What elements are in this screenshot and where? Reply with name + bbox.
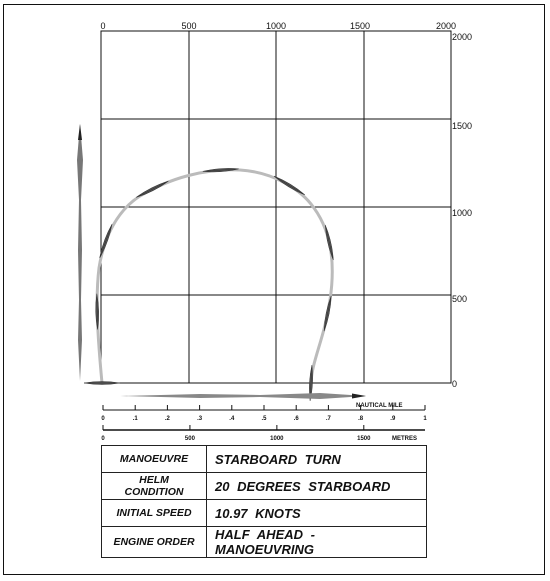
ship-silhouette bbox=[136, 180, 169, 199]
ship-silhouette bbox=[273, 175, 305, 196]
nautical-mile-scale bbox=[101, 403, 427, 422]
ship-silhouette bbox=[323, 296, 333, 332]
turning-track bbox=[84, 167, 335, 401]
nautical-tick-label: .1 bbox=[132, 416, 138, 422]
metres-unit: METRES bbox=[392, 436, 418, 442]
nautical-tick-label: .5 bbox=[261, 416, 267, 422]
manoeuvre-value: STARBOARD TURN bbox=[207, 446, 427, 473]
grid bbox=[101, 31, 451, 383]
right-axis-tick: 0 bbox=[452, 379, 458, 389]
ship-bow bbox=[352, 394, 366, 399]
nautical-mile-unit: NAUTICAL MILE bbox=[356, 403, 403, 409]
info-row-engine bbox=[102, 527, 427, 558]
top-axis bbox=[100, 21, 456, 31]
info-row-manoeuvre bbox=[102, 446, 427, 473]
info-row-speed bbox=[102, 500, 427, 527]
top-axis-tick: 500 bbox=[181, 21, 197, 31]
nautical-tick-label: .6 bbox=[293, 416, 299, 422]
metres-ticks bbox=[101, 425, 371, 442]
metres-scale bbox=[101, 425, 425, 442]
ship-bow bbox=[78, 124, 82, 140]
nautical-tick-label: .8 bbox=[358, 416, 364, 422]
right-axis-tick: 500 bbox=[452, 294, 468, 304]
speed-value: 10.97 KNOTS bbox=[207, 500, 427, 527]
helm-label: HELM CONDITION bbox=[102, 473, 207, 500]
ship-silhouette bbox=[324, 225, 335, 261]
right-axis-tick: 2000 bbox=[452, 32, 473, 42]
vertical-ship-silhouette bbox=[77, 124, 83, 381]
engine-value: HALF AHEAD - MANOEUVRING bbox=[207, 527, 427, 558]
nautical-tick-label: 0 bbox=[101, 416, 105, 422]
manoeuvre-label: MANOEUVRE bbox=[102, 446, 207, 473]
nautical-tick-label: .3 bbox=[197, 416, 203, 422]
engine-label: ENGINE ORDER bbox=[102, 527, 207, 558]
metres-tick-label: 1500 bbox=[357, 436, 371, 442]
vertical-ship-column bbox=[77, 124, 83, 381]
track-path bbox=[97, 170, 332, 383]
metres-tick-label: 0 bbox=[101, 436, 105, 442]
speed-label: INITIAL SPEED bbox=[102, 500, 207, 527]
helm-value: 20 DEGREES STARBOARD bbox=[207, 473, 427, 500]
nautical-tick-label: .2 bbox=[164, 416, 170, 422]
top-axis-tick: 1000 bbox=[265, 21, 287, 31]
info-row-helm bbox=[102, 473, 427, 500]
right-axis bbox=[452, 32, 472, 389]
manoeuvre-info-table bbox=[101, 445, 427, 558]
nautical-tick-label: .4 bbox=[229, 416, 235, 422]
metres-tick-label: 1000 bbox=[270, 436, 284, 442]
ship-silhouette bbox=[84, 382, 120, 385]
nautical-tick-label: 1 bbox=[423, 416, 427, 422]
nautical-tick-label: .9 bbox=[390, 416, 396, 422]
nautical-tick-label: .7 bbox=[325, 416, 331, 422]
right-axis-tick: 1000 bbox=[452, 208, 473, 218]
horizontal-ship-row bbox=[120, 393, 366, 399]
top-axis-tick: 2000 bbox=[435, 21, 457, 31]
right-axis-tick: 1500 bbox=[452, 121, 473, 131]
top-axis-tick: 0 bbox=[100, 21, 106, 31]
top-axis-tick: 1500 bbox=[349, 21, 371, 31]
horizontal-ship-silhouette bbox=[120, 393, 366, 399]
metres-tick-label: 500 bbox=[184, 436, 195, 442]
